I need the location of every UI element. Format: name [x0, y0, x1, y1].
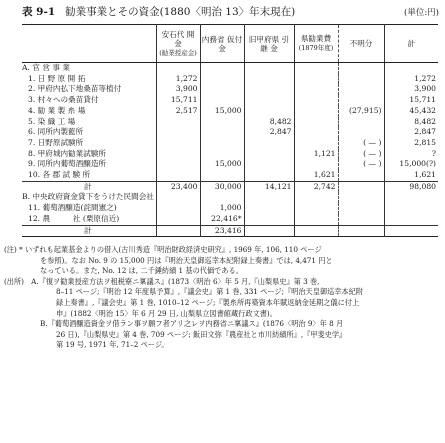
- table-cell: [244, 138, 294, 149]
- table-cell: 15,000(?): [384, 159, 438, 170]
- table-row: [22, 170, 438, 181]
- group-header-row: [22, 63, 438, 74]
- table-cell: [294, 203, 338, 214]
- row-label: 5. 染 織 工 場: [28, 116, 76, 126]
- row-label: 9. 同所内葡萄酒醸造所: [28, 159, 107, 169]
- table-row: [22, 203, 438, 214]
- table-cell: 1,272: [156, 74, 200, 85]
- table-cell: [244, 214, 294, 225]
- row-label: 6. 同所内製藍所: [28, 127, 84, 137]
- table-cell: [294, 84, 338, 95]
- table-cell: [384, 203, 438, 214]
- table-cell: [200, 192, 244, 203]
- table-cell: ( — ): [338, 138, 384, 149]
- table-cell: [244, 170, 294, 181]
- column-header: 県勧業費 (1879年度): [294, 25, 338, 63]
- table-row: [22, 127, 438, 138]
- table-cell: [156, 117, 200, 128]
- table-cell: 2,847: [384, 127, 438, 138]
- table-cell: [244, 106, 294, 117]
- table-cell: [200, 149, 244, 160]
- table-cell: [294, 74, 338, 85]
- column-header: 安石代 開 金 (勧業授産金): [156, 25, 200, 63]
- column-header: 旧甲府県 引 継 金: [244, 25, 294, 63]
- table-cell: [244, 225, 294, 237]
- table-cell: [200, 138, 244, 149]
- row-label: 7. 日野原試験所: [28, 137, 84, 147]
- table-cell: [338, 95, 384, 106]
- column-header: 不明分: [338, 25, 384, 63]
- table-cell: [244, 74, 294, 85]
- row-label: 8. 甲府城内勧業試験所: [28, 148, 107, 158]
- row-label: 計: [22, 225, 156, 237]
- table-cell: 15,711: [156, 95, 200, 106]
- table-cell: [294, 106, 338, 117]
- header-blank: [22, 25, 156, 63]
- table-cell: [384, 214, 438, 225]
- row-label: 3. 村々への桑苗貸付: [28, 95, 99, 105]
- row-label: B. 中央政府資金貸下をうけた民間会社: [22, 192, 154, 202]
- table-cell: 2,517: [156, 106, 200, 117]
- table-cell: [294, 63, 338, 74]
- table-cell: [244, 203, 294, 214]
- table-cell: [156, 149, 200, 160]
- table-cell: [294, 95, 338, 106]
- source-line: 第 19 号, 1971 年, 71–2 ページ。: [56, 340, 169, 350]
- table-row: [22, 74, 438, 85]
- table-cell: [200, 127, 244, 138]
- table-cell: [156, 159, 200, 170]
- table-cell: [244, 63, 294, 74]
- row-label: 計: [22, 181, 156, 192]
- total-row: [22, 181, 438, 192]
- source-line: 録上奏書』,『議会史』第 1 巻, 1010–12 ページ;『製糸所再築資本年賦返納金延期之儀に付上: [56, 297, 360, 307]
- table-row: [22, 106, 438, 117]
- table-cell: [338, 127, 384, 138]
- table-cell: [156, 214, 200, 225]
- table-cell: [244, 192, 294, 203]
- table-cell: [244, 159, 294, 170]
- table-cell: [294, 225, 338, 237]
- table-row: [22, 149, 438, 160]
- table-cell: [200, 117, 244, 128]
- table-title: 勧業事業とその資金(1880〈明治 13〉年末現在): [65, 6, 296, 18]
- table-row: [22, 84, 438, 95]
- table-caption: [22, 4, 439, 20]
- source-line: (出所) A.『復ヲ勧業授産方法ヲ租税寮ニ稟議ス』(1873〈明治 6〉年 5 月,『山梨県史』第 3 巻,: [4, 276, 320, 286]
- table-cell: 14,121: [244, 181, 294, 192]
- table-cell: [338, 117, 384, 128]
- table-cell: [384, 63, 438, 74]
- table-cell: ( — ): [338, 159, 384, 170]
- table-cell: 2,847: [244, 127, 294, 138]
- table-cell: [338, 63, 384, 74]
- table-row: [22, 117, 438, 128]
- header-row: [22, 25, 438, 63]
- table-cell: [294, 117, 338, 128]
- table-cell: 2,742: [294, 181, 338, 192]
- table-cell: [294, 159, 338, 170]
- row-label: 11. 葡萄酒醸造(詫間憲之): [28, 203, 117, 213]
- table-cell: [338, 214, 384, 225]
- table-cell: [384, 192, 438, 203]
- note-line: なっている。また, No. 12 は, 二千錘紡績 1 基の代価である。: [40, 266, 243, 276]
- table-cell: 1,121: [294, 149, 338, 160]
- row-label: 10. 各 郡 試 験 所: [28, 170, 91, 180]
- table-cell: [156, 138, 200, 149]
- table-cell: 45,432: [384, 106, 438, 117]
- table-cell: [200, 63, 244, 74]
- table-row: [22, 138, 438, 149]
- table-cell: [338, 192, 384, 203]
- table-cell: [200, 84, 244, 95]
- unit-label: (単位:円): [404, 8, 439, 18]
- total-row: [22, 225, 438, 237]
- table-cell: 1,272: [384, 74, 438, 85]
- table-cell: 3,900: [156, 84, 200, 95]
- table-cell: [294, 127, 338, 138]
- table-number: 表 9-1: [22, 6, 56, 18]
- table-cell: 8,482: [384, 117, 438, 128]
- row-label: 4. 勧 業 製 糸 場: [28, 105, 86, 115]
- table-row: [22, 95, 438, 106]
- table-cell: [200, 74, 244, 85]
- source-line: 26 日),『山梨県史』第 4 巻, 709 ページ; 飯田文弥『農産社と市川紡績所』,『甲斐史学』: [56, 329, 347, 339]
- table-row: [22, 214, 438, 225]
- table-cell: [338, 225, 384, 237]
- source-line: 8–11 ページ;『明治 12 年度県予算』,『議会史』第 1 巻, 331 ページ;『明治天皇御巡幸本紀附: [56, 287, 364, 297]
- table-cell: [294, 192, 338, 203]
- row-label: 1. 日 野 原 開 拓: [28, 73, 86, 83]
- table-cell: [244, 84, 294, 95]
- table-cell: [384, 225, 438, 237]
- table-cell: [294, 214, 338, 225]
- table-cell: 23,416: [200, 225, 244, 237]
- group-header-row: [22, 192, 438, 203]
- table-cell: [338, 203, 384, 214]
- table-cell: 15,000: [200, 159, 244, 170]
- table-cell: [156, 203, 200, 214]
- table-cell: [200, 170, 244, 181]
- table-cell: 3,900: [384, 84, 438, 95]
- table-cell: [156, 63, 200, 74]
- table-cell: 1,000: [200, 203, 244, 214]
- row-label: 2. 甲府内払下地桑苗等植付: [28, 84, 122, 94]
- table-cell: 1,621: [384, 170, 438, 181]
- table-cell: [156, 127, 200, 138]
- table-cell: 15,711: [384, 95, 438, 106]
- table-cell: 22,416*: [200, 214, 244, 225]
- table-cell: (27,915): [338, 106, 384, 117]
- table-cell: [294, 138, 338, 149]
- source-line: B.『葡萄酒醸造資金ヲ借ラン事ヲ願フ者アリ之レヲ内務省ニ稟議ス』(1876〈明治 9〉年 8 月: [40, 319, 344, 329]
- table-cell: [200, 95, 244, 106]
- row-label: 12. 農 社 (栗原信近): [28, 213, 120, 223]
- row-label: A. 官 営 事 業: [22, 63, 70, 72]
- table-cell: 15,000: [200, 106, 244, 117]
- column-header: 計: [384, 25, 438, 63]
- table-cell: ?: [384, 149, 438, 160]
- table-cell: ( — ): [338, 149, 384, 160]
- note-line: を参照)。なお No. 9 の 15,000 円は『明治天皇御巡幸本紀附録上奏書』では, 4,471 円と: [40, 255, 333, 265]
- table-cell: 8,482: [244, 117, 294, 128]
- table-body: [22, 63, 438, 237]
- table-cell: 23,400: [156, 181, 200, 192]
- table-cell: [244, 149, 294, 160]
- table-cell: [244, 95, 294, 106]
- table-cell: [338, 74, 384, 85]
- table-row: [22, 159, 438, 170]
- source-line: 申』(1882〈明治 15〉年 6 月 29 日, 山梨県立図書館蔵行政文書)。: [56, 308, 277, 318]
- notes-block: [4, 245, 439, 351]
- table-cell: [338, 170, 384, 181]
- table-cell: [156, 170, 200, 181]
- table-cell: [156, 192, 200, 203]
- table-cell: 98,080: [384, 181, 438, 192]
- table-cell: 30,000: [200, 181, 244, 192]
- table-cell: [156, 225, 200, 237]
- funds-table: [22, 24, 438, 237]
- table-cell: [338, 181, 384, 192]
- note-line: (注) * いずれも起業基金よりの借入(古川秀造『明治財政経済史研究』, 1969 年, 106, 110 ページ: [4, 245, 322, 254]
- table-cell: [338, 84, 384, 95]
- column-header: 内務省 仮付金: [200, 25, 244, 63]
- table-cell: 2,815: [384, 138, 438, 149]
- table-cell: 1,621: [294, 170, 338, 181]
